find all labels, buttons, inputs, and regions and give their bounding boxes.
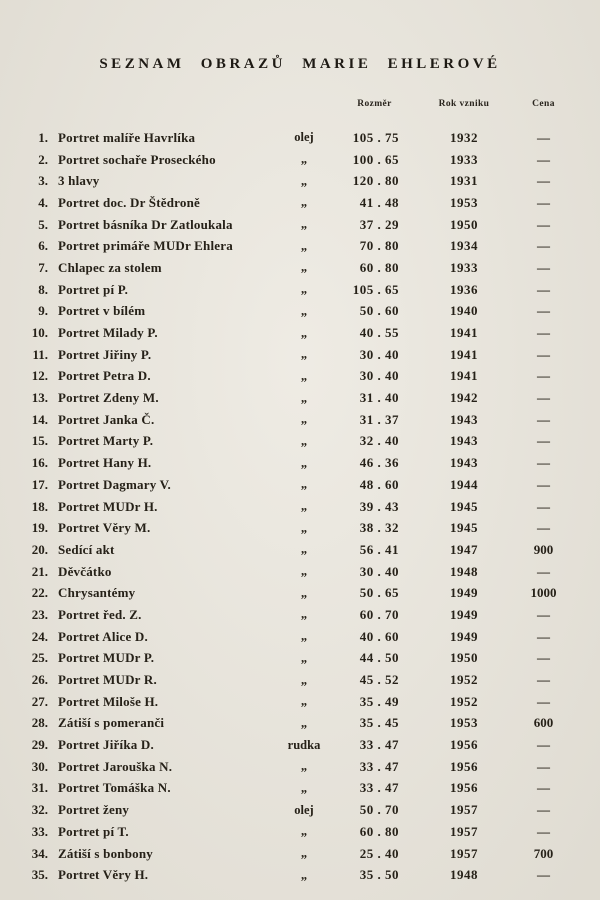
table-row	[20, 257, 580, 279]
table-row	[20, 691, 580, 713]
painting-price: —	[537, 476, 550, 492]
painting-year: 1953	[450, 194, 478, 210]
painting-year: 1941	[450, 346, 478, 362]
page-title: SEZNAM OBRAZŮ MARIE EHLEROVÉ	[99, 56, 501, 72]
header-price: Cena	[532, 99, 555, 109]
painting-medium: „	[300, 368, 308, 383]
painting-year: 1948	[450, 867, 478, 883]
painting-size: 35 . 49	[359, 693, 399, 709]
row-number: 31.	[31, 780, 48, 796]
painting-size: 37 . 29	[359, 216, 399, 232]
painting-title: Děvčátko	[58, 563, 112, 579]
painting-medium: „	[300, 455, 308, 470]
painting-title: Portret Jiříka D.	[58, 737, 154, 753]
painting-year: 1952	[450, 672, 478, 688]
painting-title: Portret Dagmary V.	[58, 476, 171, 492]
painting-price: —	[537, 194, 550, 210]
row-number: 14.	[31, 411, 48, 427]
painting-medium: „	[300, 238, 308, 253]
painting-size: 33 . 47	[359, 737, 399, 753]
painting-price: —	[537, 411, 550, 427]
table-row	[20, 561, 580, 583]
painting-year: 1934	[450, 238, 478, 254]
painting-medium: „	[300, 520, 308, 535]
painting-title: Chlapec za stolem	[58, 259, 162, 275]
painting-medium: „	[300, 672, 308, 687]
painting-price: —	[537, 455, 550, 471]
painting-title: Portret Věry H.	[58, 867, 149, 883]
row-number: 22.	[31, 585, 48, 601]
painting-title: Portret primáře MUDr Ehlera	[58, 238, 233, 254]
painting-title: Portret Petra D.	[58, 368, 151, 384]
painting-price: —	[537, 672, 550, 688]
table-row	[20, 864, 580, 886]
painting-price: —	[537, 346, 550, 362]
row-number: 13.	[31, 390, 48, 406]
painting-size: 40 . 55	[359, 325, 399, 341]
row-number: 28.	[31, 715, 48, 731]
table-row	[20, 235, 580, 257]
painting-price: —	[537, 303, 550, 319]
painting-year: 1948	[450, 563, 478, 579]
painting-medium: „	[300, 607, 308, 622]
painting-medium: „	[300, 325, 308, 340]
painting-title: Portret Jarouška N.	[58, 758, 173, 774]
painting-title: Portret Zdeny M.	[58, 390, 159, 406]
painting-size: 38 . 32	[359, 520, 399, 536]
painting-price: —	[537, 867, 550, 883]
painting-medium: rudka	[287, 737, 321, 752]
painting-title: Portret malíře Havrlíka	[58, 129, 196, 145]
painting-year: 1956	[450, 737, 478, 753]
painting-year: 1957	[450, 845, 478, 861]
table-row	[20, 452, 580, 474]
table-row	[20, 669, 580, 691]
table-row	[20, 301, 580, 323]
table-row	[20, 756, 580, 778]
painting-medium: olej	[294, 802, 314, 817]
painting-medium: „	[300, 564, 308, 579]
painting-medium: „	[300, 759, 308, 774]
painting-size: 31 . 40	[359, 390, 399, 406]
header-year: Rok vzniku	[438, 99, 490, 109]
painting-title: Portret Janka Č.	[58, 411, 155, 427]
painting-medium: „	[300, 585, 308, 600]
table-row	[20, 648, 580, 670]
painting-year: 1931	[450, 173, 478, 189]
table-row	[20, 214, 580, 236]
painting-title: Portret Marty P.	[58, 433, 154, 449]
painting-year: 1941	[450, 368, 478, 384]
painting-title: Portret Jiřiny P.	[58, 346, 152, 362]
painting-size: 60 . 80	[359, 259, 399, 275]
row-number: 29.	[31, 737, 48, 753]
painting-title: Portret řed. Z.	[58, 606, 142, 622]
painting-year: 1949	[450, 606, 478, 622]
painting-year: 1944	[450, 476, 478, 492]
table-row	[20, 170, 580, 192]
table-row	[20, 582, 580, 604]
painting-price: 700	[533, 845, 554, 861]
painting-price: —	[537, 433, 550, 449]
painting-size: 46 . 36	[359, 455, 399, 471]
table-row	[20, 431, 580, 453]
painting-medium: „	[300, 173, 308, 188]
row-number: 10.	[31, 325, 48, 341]
table-header	[20, 99, 580, 127]
header-size: Rozměr	[357, 99, 392, 109]
painting-size: 39 . 43	[359, 498, 399, 514]
painting-year: 1940	[450, 303, 478, 319]
header-medium-blank	[280, 99, 328, 127]
table-row	[20, 127, 580, 149]
painting-medium: „	[300, 412, 308, 427]
painting-price: 600	[533, 715, 554, 731]
painting-size: 50 . 70	[359, 802, 399, 818]
table-row	[20, 279, 580, 301]
header-num-blank	[20, 99, 52, 127]
table-row	[20, 821, 580, 843]
row-number: 27.	[31, 693, 48, 709]
painting-size: 60 . 70	[359, 606, 399, 622]
painting-price: 900	[533, 541, 554, 557]
row-number: 19.	[31, 520, 48, 536]
painting-price: —	[537, 628, 550, 644]
table-row	[20, 734, 580, 756]
painting-medium: „	[300, 780, 308, 795]
painting-medium: „	[300, 499, 308, 514]
table-row	[20, 192, 580, 214]
painting-size: 70 . 80	[359, 238, 399, 254]
painting-title: Portret Věry M.	[58, 520, 151, 536]
row-number: 8.	[38, 281, 48, 297]
painting-title: 3 hlavy	[58, 173, 100, 189]
row-number: 21.	[31, 563, 48, 579]
painting-size: 48 . 60	[359, 476, 399, 492]
painting-year: 1943	[450, 411, 478, 427]
table-row	[20, 322, 580, 344]
painting-price: —	[537, 650, 550, 666]
painting-year: 1945	[450, 520, 478, 536]
table-row	[20, 409, 580, 431]
painting-price: —	[537, 216, 550, 232]
row-number: 34.	[31, 845, 48, 861]
painting-price: —	[537, 498, 550, 514]
painting-medium: „	[300, 629, 308, 644]
painting-price: —	[537, 780, 550, 796]
painting-title: Portret doc. Dr Štědroně	[58, 194, 200, 210]
row-number: 20.	[31, 541, 48, 557]
painting-title: Sedící akt	[58, 541, 115, 557]
row-number: 32.	[31, 802, 48, 818]
painting-price: —	[537, 693, 550, 709]
row-number: 33.	[31, 823, 48, 839]
painting-medium: „	[300, 867, 308, 882]
painting-size: 30 . 40	[359, 563, 399, 579]
painting-medium: „	[300, 846, 308, 861]
painting-title: Portret pí T.	[58, 823, 129, 839]
painting-size: 105 . 75	[352, 129, 399, 145]
painting-size: 35 . 45	[359, 715, 399, 731]
painting-title: Portret Tomáška N.	[58, 780, 171, 796]
painting-price: —	[537, 737, 550, 753]
painting-price: —	[537, 758, 550, 774]
row-number: 4.	[38, 194, 48, 210]
header-title-blank	[52, 99, 280, 127]
painting-title: Portret básníka Dr Zatloukala	[58, 216, 233, 232]
painting-price: 1000	[530, 585, 557, 601]
painting-price: —	[537, 129, 550, 145]
painting-title: Zátiší s pomeranči	[58, 715, 165, 731]
painting-size: 30 . 40	[359, 346, 399, 362]
table-row	[20, 539, 580, 561]
painting-price: —	[537, 281, 550, 297]
painting-title: Portret sochaře Proseckého	[58, 151, 216, 167]
painting-year: 1949	[450, 628, 478, 644]
table-row	[20, 366, 580, 388]
row-number: 9.	[38, 303, 48, 319]
row-number: 18.	[31, 498, 48, 514]
painting-medium: „	[300, 694, 308, 709]
painting-size: 45 . 52	[359, 672, 399, 688]
painting-title: Portret Milady P.	[58, 325, 158, 341]
row-number: 30.	[31, 758, 48, 774]
painting-title: Portret pí P.	[58, 281, 129, 297]
painting-price: —	[537, 238, 550, 254]
painting-year: 1936	[450, 281, 478, 297]
painting-size: 25 . 40	[359, 845, 399, 861]
row-number: 23.	[31, 606, 48, 622]
painting-price: —	[537, 259, 550, 275]
row-number: 2.	[38, 151, 48, 167]
painting-medium: „	[300, 824, 308, 839]
painting-year: 1956	[450, 758, 478, 774]
painting-title: Portret ženy	[58, 802, 130, 818]
painting-year: 1953	[450, 715, 478, 731]
painting-size: 31 . 37	[359, 411, 399, 427]
painting-year: 1945	[450, 498, 478, 514]
painting-year: 1950	[450, 650, 478, 666]
painting-price: —	[537, 823, 550, 839]
painting-size: 33 . 47	[359, 780, 399, 796]
painting-price: —	[537, 368, 550, 384]
painting-size: 35 . 50	[359, 867, 399, 883]
painting-price: —	[537, 520, 550, 536]
painting-year: 1932	[450, 129, 478, 145]
painting-medium: „	[300, 650, 308, 665]
painting-title: Portret MUDr R.	[58, 672, 157, 688]
painting-year: 1950	[450, 216, 478, 232]
row-number: 7.	[38, 259, 48, 275]
painting-size: 41 . 48	[359, 194, 399, 210]
row-number: 35.	[31, 867, 48, 883]
painting-medium: „	[300, 542, 308, 557]
painting-title: Portret MUDr P.	[58, 650, 155, 666]
catalog-body	[20, 127, 580, 886]
painting-price: —	[537, 802, 550, 818]
table-row	[20, 843, 580, 865]
painting-price: —	[537, 390, 550, 406]
painting-size: 33 . 47	[359, 758, 399, 774]
painting-title: Portret Miloše H.	[58, 693, 159, 709]
painting-size: 50 . 65	[359, 585, 399, 601]
painting-medium: „	[300, 303, 308, 318]
painting-size: 50 . 60	[359, 303, 399, 319]
painting-year: 1957	[450, 802, 478, 818]
table-row	[20, 604, 580, 626]
painting-year: 1933	[450, 151, 478, 167]
painting-year: 1941	[450, 325, 478, 341]
painting-size: 105 . 65	[352, 281, 399, 297]
painting-size: 60 . 80	[359, 823, 399, 839]
row-number: 11.	[32, 346, 48, 362]
painting-medium: „	[300, 390, 308, 405]
row-number: 26.	[31, 672, 48, 688]
painting-price: —	[537, 173, 550, 189]
row-number: 6.	[38, 238, 48, 254]
painting-year: 1943	[450, 433, 478, 449]
painting-title: Portret Alice D.	[58, 628, 148, 644]
painting-medium: „	[300, 282, 308, 297]
painting-medium: „	[300, 195, 308, 210]
row-number: 3.	[38, 173, 48, 189]
painting-size: 30 . 40	[359, 368, 399, 384]
painting-title: Portret Hany H.	[58, 455, 152, 471]
painting-medium: „	[300, 260, 308, 275]
painting-year: 1952	[450, 693, 478, 709]
painting-title: Portret v bílém	[58, 303, 146, 319]
row-number: 1.	[38, 129, 48, 145]
painting-medium: „	[300, 347, 308, 362]
row-number: 5.	[38, 216, 48, 232]
table-row	[20, 474, 580, 496]
painting-size: 120 . 80	[352, 173, 399, 189]
painting-medium: „	[300, 477, 308, 492]
painting-medium: „	[300, 433, 308, 448]
painting-medium: „	[300, 217, 308, 232]
table-row	[20, 496, 580, 518]
painting-size: 40 . 60	[359, 628, 399, 644]
row-number: 25.	[31, 650, 48, 666]
paintings-table	[20, 99, 580, 886]
table-row	[20, 344, 580, 366]
painting-medium: „	[300, 715, 308, 730]
painting-medium: „	[300, 152, 308, 167]
painting-year: 1947	[450, 541, 478, 557]
table-row	[20, 799, 580, 821]
table-row	[20, 778, 580, 800]
painting-year: 1957	[450, 823, 478, 839]
painting-year: 1933	[450, 259, 478, 275]
painting-size: 44 . 50	[359, 650, 399, 666]
painting-year: 1943	[450, 455, 478, 471]
painting-title: Zátiší s bonbony	[58, 845, 153, 861]
row-number: 16.	[31, 455, 48, 471]
table-row	[20, 149, 580, 171]
table-row	[20, 626, 580, 648]
painting-price: —	[537, 563, 550, 579]
painting-title: Chrysantémy	[58, 585, 136, 601]
table-row	[20, 517, 580, 539]
painting-year: 1949	[450, 585, 478, 601]
painting-price: —	[537, 325, 550, 341]
painting-size: 100 . 65	[352, 151, 399, 167]
painting-medium: olej	[294, 130, 314, 145]
painting-price: —	[537, 606, 550, 622]
painting-title: Portret MUDr H.	[58, 498, 158, 514]
row-number: 12.	[31, 368, 48, 384]
painting-size: 32 . 40	[359, 433, 399, 449]
row-number: 24.	[31, 628, 48, 644]
painting-price: —	[537, 151, 550, 167]
row-number: 15.	[31, 433, 48, 449]
table-row	[20, 713, 580, 735]
painting-size: 56 . 41	[359, 541, 399, 557]
painting-year: 1956	[450, 780, 478, 796]
table-row	[20, 387, 580, 409]
painting-year: 1942	[450, 390, 478, 406]
row-number: 17.	[31, 476, 48, 492]
